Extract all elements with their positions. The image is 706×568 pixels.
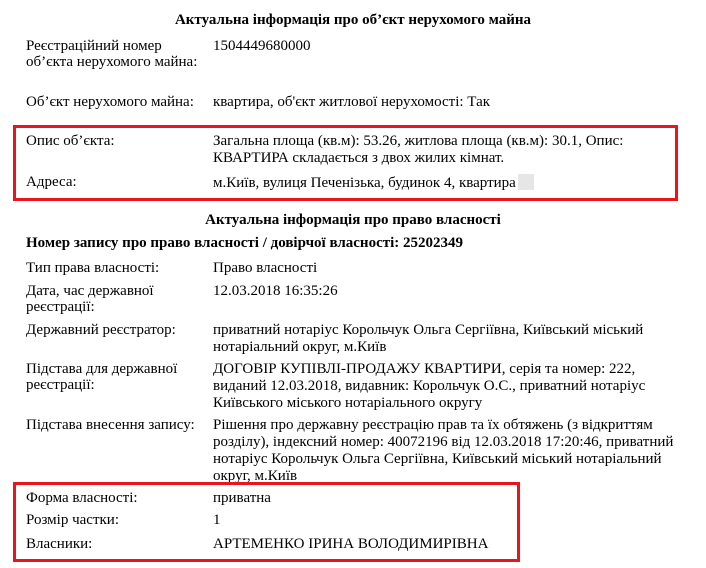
row-label-ownership-form: Форма власності:: [26, 490, 138, 506]
row-value-record-basis: Рішення про державну реєстрацію прав та їх обтяжень (з відкриттям розділу), індексний номер: 40072196 від 12.03.2018 17:20:46, приватний нотаріус Корольчук Ольга Сергіївна, Київський міський нотаріальний округ, м.Київ: [213, 417, 674, 484]
row-label-object: Об’єкт нерухомого майна:: [26, 94, 194, 110]
object-section-title: Актуальна інформація про об’єкт нерухомого майна: [174, 12, 532, 28]
row-value-address: [213, 174, 688, 192]
row-value-registration-number: 1504449680000: [213, 38, 311, 54]
address-text: м.Київ, вулиця Печенізька, будинок 4, квартира: [213, 175, 516, 191]
row-label-registration-date: Дата, час державної реєстрації:: [26, 283, 154, 315]
ownership-section-title: Актуальна інформація про право власності: [205, 212, 501, 228]
row-value-ownership-form: приватна: [213, 490, 271, 506]
row-label-registrar: Державний реєстратор:: [26, 322, 176, 338]
row-label-address: Адреса:: [26, 174, 77, 190]
record-number: Номер запису про право власності / довірчої власності: 25202349: [26, 235, 464, 251]
row-label-description: Опис об’єкта:: [26, 133, 115, 149]
row-value-ownership-type: Право власності: [213, 260, 318, 276]
row-value-owners: АРТЕМЕНКО ІРИНА ВОЛОДИМИРІВНА: [213, 536, 489, 552]
redacted-mark: [518, 174, 534, 190]
row-value-share-size: 1: [213, 512, 221, 528]
row-label-registration-basis: Підстава для державної реєстрації:: [26, 361, 178, 393]
row-value-description: Загальна площа (кв.м): 53.26, житлова площа (кв.м): 30.1, Опис: КВАРТИРА складається з двох жилих кімнат.: [213, 133, 624, 166]
row-label-owners: Власники:: [26, 536, 93, 552]
row-label-share-size: Розмір частки:: [26, 512, 119, 528]
row-label-ownership-type: Тип права власності:: [26, 260, 160, 276]
row-value-registrar: приватний нотаріус Корольчук Ольга Сергіївна, Київський міський нотаріальний округ, м.Київ: [213, 322, 644, 355]
row-value-object: квартира, об'єкт житлової нерухомості: Так: [213, 94, 491, 110]
row-value-registration-basis: ДОГОВІР КУПІВЛІ-ПРОДАЖУ КВАРТИРИ, серія та номер: 222, виданий 12.03.2018, видавник: Корольчук О.С., приватний нотаріус Київського міського нотаріального округу: [213, 361, 646, 411]
row-value-registration-date: 12.03.2018 16:35:26: [213, 283, 338, 299]
row-label-record-basis: Підстава внесення запису:: [26, 417, 195, 433]
row-label-registration-number: Реєстраційний номер об’єкта нерухомого майна:: [26, 38, 198, 70]
